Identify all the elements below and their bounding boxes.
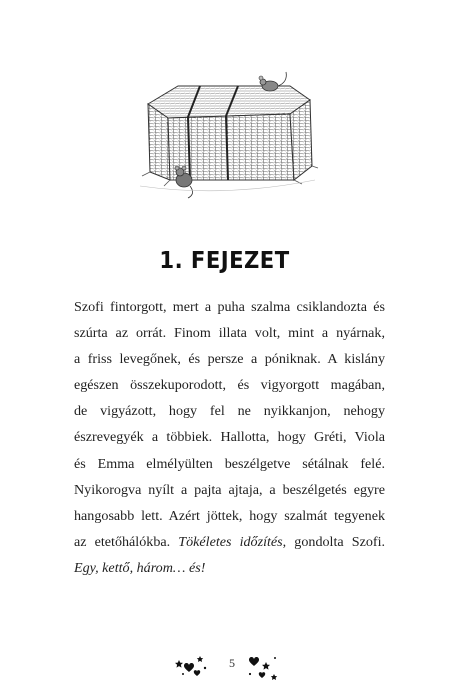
text-line — [74, 555, 385, 581]
hay-bale-illustration — [130, 62, 320, 222]
text-line: de vigyázott, hogy fel ne nyikkanjon, nehogy — [74, 403, 385, 420]
text-line: egészen összekuporodott, és vigyorgott magában, — [74, 377, 385, 394]
text-line: hangosabb lett. Azért jöttek, hogy szalmát tegyenek — [74, 507, 385, 524]
text-line: és Emma elmélyülten beszélgetve sétálnak felé. — [74, 455, 385, 472]
heart-star-ornament-icon — [246, 652, 280, 682]
page-footer — [0, 652, 449, 682]
text-line: észrevegyék a többiek. Hallotta, hogy Gréti, Viola — [74, 429, 385, 446]
text-line: Szofi fintorgott, mert a puha szalma csiklandozta és — [74, 299, 385, 315]
italic-segment: Egy, kettő, három… és! — [74, 559, 206, 576]
text-line: a friss levegőnek, és persze a póniknak. A kislány — [74, 351, 385, 368]
italic-segment: Tökéletes időzítés — [178, 533, 283, 550]
text-line — [74, 529, 385, 555]
body-text — [74, 294, 385, 581]
text-segment: az etetőhálókba. — [74, 533, 179, 550]
text-line: Nyikorogva nyílt a pajta ajtaja, a beszélgetés egyre — [74, 481, 385, 498]
heart-star-ornament-icon — [175, 652, 209, 682]
page-number: 5 — [229, 656, 235, 670]
chapter-title: 1. FEJEZET — [159, 248, 290, 274]
text-segment: , gondolta Szofi. — [282, 533, 386, 550]
text-line: szúrta az orrát. Finom illata volt, mint a nyárnak, — [74, 325, 385, 342]
